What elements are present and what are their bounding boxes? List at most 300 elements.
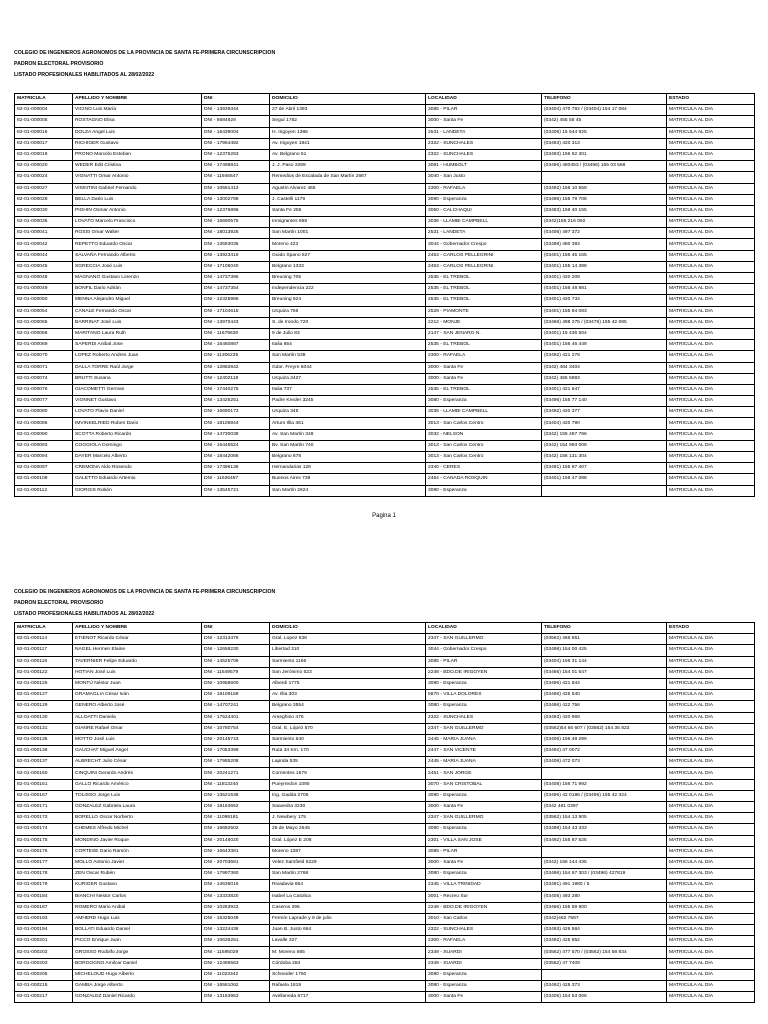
matricula-cell: 82-01-000177 bbox=[15, 857, 73, 868]
locality-cell: 3000 - Santa Fe bbox=[426, 362, 542, 373]
matricula-cell: 82-01-000167 bbox=[15, 790, 73, 801]
phone-cell: (03492) 425 852 bbox=[542, 936, 667, 947]
address-cell: Sarmiento 640 bbox=[270, 734, 426, 745]
phone-cell: (03493) 420 969 bbox=[542, 712, 667, 723]
table-row bbox=[15, 328, 755, 339]
status-cell: MATRICULA AL DIA bbox=[667, 746, 755, 757]
header-institution: COLEGIO DE INGENIEROS AGRONOMOS DE LA PROVINCIA DE SANTA FE-PRIMERA CIRCUNSCRIPCION bbox=[14, 589, 276, 595]
dni-cell: DNI - 20703681 bbox=[202, 857, 270, 868]
table-row bbox=[15, 149, 755, 160]
name-cell: MONTÚ Néstor Juan bbox=[73, 678, 202, 689]
address-cell: Seguí 1762 bbox=[270, 116, 426, 127]
status-cell: MATRICULA AL DIA bbox=[667, 701, 755, 712]
address-cell: Santa Fe 255 bbox=[270, 205, 426, 216]
phone-cell: (03401) 420 209 bbox=[542, 273, 667, 284]
matricula-cell: 82-01-000070 bbox=[15, 351, 73, 362]
header-listado: LISTADO PROFESIONALES HABILITADOS AL 28/02/2022 bbox=[14, 72, 155, 78]
locality-cell: 3080 - Esperanza bbox=[426, 396, 542, 407]
name-cell: GIANRE Rafael Omar bbox=[73, 723, 202, 734]
dni-cell: DNI - 12375263 bbox=[202, 149, 270, 160]
dni-cell: DNI - 17496138 bbox=[202, 463, 270, 474]
locality-cell: 2212 - MONJE bbox=[426, 317, 542, 328]
name-cell: TOLISSO Jorge Luis bbox=[73, 790, 202, 801]
dni-cell: DNI - 13333820 bbox=[202, 891, 270, 902]
address-cell: Córdoba 284 bbox=[270, 958, 426, 969]
locality-cell: 3050 - CALCHAQUI bbox=[426, 205, 542, 216]
dni-cell: DNI - 18442086 bbox=[202, 452, 270, 463]
status-cell: MATRICULA AL DIA bbox=[667, 634, 755, 645]
dni-cell: DNI - 20241271 bbox=[202, 768, 270, 779]
name-cell: LOVATO Flavio Daniel bbox=[73, 407, 202, 418]
dni-cell: DNI - 14730038 bbox=[202, 429, 270, 440]
phone-cell: (03562) 466 651 bbox=[542, 634, 667, 645]
table-row bbox=[15, 913, 755, 924]
dni-cell: DNI - 13521538 bbox=[202, 790, 270, 801]
dni-cell: DNI - 14707241 bbox=[202, 701, 270, 712]
column-header: LOCALIDAD bbox=[426, 623, 542, 634]
matricula-cell: 82-01-000131 bbox=[15, 723, 73, 734]
locality-cell: 3000 - Santa Fe bbox=[426, 992, 542, 1003]
address-cell: Laprida 535 bbox=[270, 757, 426, 768]
name-cell: VIGNATTI Omar Antonio bbox=[73, 172, 202, 183]
status-cell: MATRICULA AL DIA bbox=[667, 925, 755, 936]
address-cell: Velez Sarsfield 5229 bbox=[270, 857, 426, 868]
phone-cell: (03401) 421 647 bbox=[542, 384, 667, 395]
name-cell: REPETTO Eduardo Oscar bbox=[73, 239, 202, 250]
table-row bbox=[15, 127, 755, 138]
status-cell: MATRICULA AL DIA bbox=[667, 295, 755, 306]
address-cell: Italia 654 bbox=[270, 340, 426, 351]
locality-cell: 3070 - SAN CRISTOBAL bbox=[426, 779, 542, 790]
dni-cell: DNI - 16460887 bbox=[202, 340, 270, 351]
phone-cell: (03401) 420 734 bbox=[542, 295, 667, 306]
address-cell: Guido Spano 527 bbox=[270, 250, 426, 261]
status-cell: MATRICULA AL DIA bbox=[667, 205, 755, 216]
address-cell: J. Castelli 1179 bbox=[270, 194, 426, 205]
address-cell: Urquiza 345 bbox=[270, 407, 426, 418]
address-cell: Belgrano 3554 bbox=[270, 701, 426, 712]
dni-cell: DNI - 13970443 bbox=[202, 317, 270, 328]
table-row bbox=[15, 701, 755, 712]
matricula-cell: 82-01-000178 bbox=[15, 869, 73, 880]
name-cell: ZEN Oscar Rubén bbox=[73, 869, 202, 880]
matricula-cell: 82-01-000094 bbox=[15, 452, 73, 463]
dni-cell: DNI - 17440275 bbox=[202, 384, 270, 395]
dni-cell: DNI - 14737395 bbox=[202, 273, 270, 284]
matricula-cell: 82-01-000217 bbox=[15, 992, 73, 1003]
status-cell: MATRICULA AL DIA bbox=[667, 813, 755, 824]
table-row bbox=[15, 384, 755, 395]
dni-cell: DNI - 17997360 bbox=[202, 869, 270, 880]
name-cell: GENERO Alberto José bbox=[73, 701, 202, 712]
table-row bbox=[15, 813, 755, 824]
status-cell: MATRICULA AL DIA bbox=[667, 463, 755, 474]
address-cell: Remedios de Escalada de San Martín 2667 bbox=[270, 172, 426, 183]
name-cell: BIANCHI Nestor Carlos bbox=[73, 891, 202, 902]
locality-cell: 2147 - SAN JENARO N. bbox=[426, 328, 542, 339]
status-cell: MATRICULA AL DIA bbox=[667, 857, 755, 868]
table-header-row bbox=[15, 623, 755, 634]
phone-cell: (03401) 155 14 388 bbox=[542, 261, 667, 272]
phone-cell: (0342) 154 993 008 bbox=[542, 440, 667, 451]
status-cell: MATRICULA AL DIA bbox=[667, 373, 755, 384]
dni-cell: DNI - 10958600 bbox=[202, 678, 270, 689]
matricula-cell: 82-01-000125 bbox=[15, 678, 73, 689]
locality-cell: 2535 - EL TREBOL bbox=[426, 295, 542, 306]
address-cell: Av. Illia 303 bbox=[270, 690, 426, 701]
status-cell: MATRICULA AL DIA bbox=[667, 723, 755, 734]
locality-cell: 3013 - San Carlos Centro bbox=[426, 452, 542, 463]
table-row bbox=[15, 958, 755, 969]
table-row bbox=[15, 463, 755, 474]
status-cell: MATRICULA AL DIA bbox=[667, 239, 755, 250]
table-row bbox=[15, 161, 755, 172]
matricula-cell: 82-01-000044 bbox=[15, 250, 73, 261]
status-cell: MATRICULA AL DIA bbox=[667, 969, 755, 980]
table-row bbox=[15, 992, 755, 1003]
dni-cell: DNI - 10780754 bbox=[202, 723, 270, 734]
dni-cell: DNI - 18109159 bbox=[202, 690, 270, 701]
dni-cell: DNI - 14737354 bbox=[202, 284, 270, 295]
address-cell: Arturo Illia 361 bbox=[270, 418, 426, 429]
locality-cell: 2535 - EL TREBOL bbox=[426, 284, 542, 295]
header-padron: PADRON ELECTORAL PROVISORIO bbox=[14, 61, 104, 67]
name-cell: BELLA Dario Luis bbox=[73, 194, 202, 205]
locality-cell: 3040 - San Justo bbox=[426, 172, 542, 183]
table-row bbox=[15, 768, 755, 779]
table-row bbox=[15, 228, 755, 239]
phone-cell: (03493) 156 62 301 bbox=[542, 149, 667, 160]
dni-cell: DNI - 16561062 bbox=[202, 981, 270, 992]
address-cell: Buenos Aires 738 bbox=[270, 474, 426, 485]
name-cell: ROSTAGNO Elisa bbox=[73, 116, 202, 127]
column-header: DNI bbox=[202, 623, 270, 634]
address-cell: Urquiza 766 bbox=[270, 306, 426, 317]
name-cell: VISINTINI Gabriel Fernando bbox=[73, 183, 202, 194]
page-number: Pagina 1 bbox=[372, 513, 396, 519]
phone-cell: (03401) 155 94 083 bbox=[542, 306, 667, 317]
table-row bbox=[15, 306, 755, 317]
locality-cell: 2454 - CANADA ROSQUIN bbox=[426, 474, 542, 485]
matricula-cell: 82-01-000122 bbox=[15, 667, 73, 678]
table-row bbox=[15, 183, 755, 194]
address-cell: San Martín 1001 bbox=[270, 228, 426, 239]
table-row bbox=[15, 656, 755, 667]
phone-cell: (03496) 425 540 bbox=[542, 690, 667, 701]
phone-cell: (03405) 154 53 066 bbox=[542, 992, 667, 1003]
phone-cell: (03496) 155 77 140 bbox=[542, 396, 667, 407]
table-row bbox=[15, 779, 755, 790]
locality-cell: 2300 - RAFAELA bbox=[426, 183, 542, 194]
dni-cell: DNI - 12658230 bbox=[202, 645, 270, 656]
name-cell: WEDER Edit Cristina bbox=[73, 161, 202, 172]
status-cell: MATRICULA AL DIA bbox=[667, 667, 755, 678]
name-cell: COGGIOLA Domingo bbox=[73, 440, 202, 451]
status-cell: MATRICULA AL DIA bbox=[667, 138, 755, 149]
status-cell: MATRICULA AL DIA bbox=[667, 947, 755, 958]
phone-cell bbox=[542, 485, 667, 496]
matricula-cell: 82-01-000027 bbox=[15, 183, 73, 194]
address-cell: Juan B. Justo 664 bbox=[270, 925, 426, 936]
dni-cell: DNI - 11099181 bbox=[202, 813, 270, 824]
phone-cell: (03498) 480 393 bbox=[542, 239, 667, 250]
matricula-cell: 82-01-000171 bbox=[15, 802, 73, 813]
status-cell: MATRICULA AL DIA bbox=[667, 149, 755, 160]
status-cell: MATRICULA AL DIA bbox=[667, 407, 755, 418]
phone-cell: (03404) 420 790 bbox=[542, 418, 667, 429]
dni-cell: DNI - 13939344 bbox=[202, 105, 270, 116]
phone-cell: (03406) 472 073 bbox=[542, 757, 667, 768]
table-row bbox=[15, 645, 755, 656]
matricula-cell: 82-01-000005 bbox=[15, 116, 73, 127]
phone-cell: (03401) 156 47 088 bbox=[542, 474, 667, 485]
matricula-cell: 82-01-000069 bbox=[15, 340, 73, 351]
status-cell: MATRICULA AL DIA bbox=[667, 440, 755, 451]
dni-cell: DNI - 10263923 bbox=[202, 902, 270, 913]
dni-cell: DNI - 18106944 bbox=[202, 418, 270, 429]
dni-cell: DNI - 12313476 bbox=[202, 634, 270, 645]
address-cell: Inmigrantes 858 bbox=[270, 217, 426, 228]
phone-cell: (03496) 42 0186 / (03496) 155 42 324 bbox=[542, 790, 667, 801]
locality-cell: 3080 - Esperanza bbox=[426, 678, 542, 689]
name-cell: GONZALEZ Daniel Ricardo bbox=[73, 992, 202, 1003]
matricula-cell: 82-01-000077 bbox=[15, 396, 73, 407]
phone-cell: (03492) 420 377 bbox=[542, 407, 667, 418]
locality-cell: 2349 - SUARDI bbox=[426, 947, 542, 958]
address-cell: Saavedra 3230 bbox=[270, 802, 426, 813]
table-row bbox=[15, 194, 755, 205]
phone-cell bbox=[542, 846, 667, 857]
locality-cell: 2529 - PIAMONTE bbox=[426, 306, 542, 317]
status-cell: MATRICULA AL DIA bbox=[667, 645, 755, 656]
column-header: LOCALIDAD bbox=[426, 94, 542, 105]
status-cell: MATRICULA AL DIA bbox=[667, 902, 755, 913]
address-cell: San Martín 538 bbox=[270, 351, 426, 362]
locality-cell: 2445 - MARIA JUANA bbox=[426, 757, 542, 768]
address-cell: San Martín 2624 bbox=[270, 485, 426, 496]
dni-cell: DNI - 11595029 bbox=[202, 947, 270, 958]
address-cell: Av. Irigoyen 1841 bbox=[270, 138, 426, 149]
matricula-cell: 82-01-000017 bbox=[15, 138, 73, 149]
phone-cell bbox=[542, 969, 667, 980]
status-cell: MATRICULA AL DIA bbox=[667, 105, 755, 116]
phone-cell: (03404) 470 792 / (03404) 154 17 084 bbox=[542, 105, 667, 116]
status-cell: MATRICULA AL DIA bbox=[667, 678, 755, 689]
header-padron: PADRON ELECTORAL PROVISORIO bbox=[14, 600, 104, 606]
name-cell: PICCO Enrique Juan bbox=[73, 936, 202, 947]
locality-cell: 2347 - SAN GUILLERMO bbox=[426, 634, 542, 645]
address-cell: H. Irigoyen 1386 bbox=[270, 127, 426, 138]
matricula-cell: 82-01-000050 bbox=[15, 295, 73, 306]
matricula-cell: 82-01-000109 bbox=[15, 474, 73, 485]
status-cell: MATRICULA AL DIA bbox=[667, 958, 755, 969]
table-row bbox=[15, 824, 755, 835]
dni-cell: DNI - 11306235 bbox=[202, 351, 270, 362]
table-row bbox=[15, 138, 755, 149]
address-cell: Isabel La Catolica bbox=[270, 891, 426, 902]
table-row bbox=[15, 746, 755, 757]
dni-cell: DNI - 11549579 bbox=[202, 667, 270, 678]
matricula-cell: 82-01-000174 bbox=[15, 824, 73, 835]
locality-cell: 3080 - Esperanza bbox=[426, 981, 542, 992]
address-cell: Libertad 310 bbox=[270, 645, 426, 656]
dni-cell: DNI - 17524401 bbox=[202, 712, 270, 723]
table-row bbox=[15, 373, 755, 384]
status-cell: MATRICULA AL DIA bbox=[667, 418, 755, 429]
dni-cell: DNI - 16325049 bbox=[202, 913, 270, 924]
phone-cell: (0342) 155 487 796 bbox=[542, 429, 667, 440]
column-header: ESTADO bbox=[667, 94, 755, 105]
phone-cell: (03496) 480453 / (03496) 155 03 568 bbox=[542, 161, 667, 172]
phone-cell: (03491) 155 87 407 bbox=[542, 463, 667, 474]
name-cell: SCOTTA Roberto Ricardo bbox=[73, 429, 202, 440]
sheet-2 bbox=[14, 587, 754, 1003]
locality-cell: 2300 - RAFAELA bbox=[426, 936, 542, 947]
name-cell: LOVATO Marcelo Francisco bbox=[73, 217, 202, 228]
matricula-cell: 82-01-000048 bbox=[15, 273, 73, 284]
table-row bbox=[15, 116, 755, 127]
column-header: DOMICILIO bbox=[270, 94, 426, 105]
table-row bbox=[15, 891, 755, 902]
locality-cell: 3044 - Gobernador Crespo bbox=[426, 645, 542, 656]
table-row bbox=[15, 790, 755, 801]
name-cell: ETIENOT Ricardo César bbox=[73, 634, 202, 645]
table-row bbox=[15, 295, 755, 306]
dni-cell: DNI - 16690173 bbox=[202, 407, 270, 418]
locality-cell: 3000 - Santa Fe bbox=[426, 116, 542, 127]
locality-cell: 2535 - EL TREBOL bbox=[426, 340, 542, 351]
dni-cell: DNI - 17498841 bbox=[202, 161, 270, 172]
locality-cell: 3000 - Santa Fe bbox=[426, 373, 542, 384]
locality-cell: 2453 - CARLOS PELLEGRINI bbox=[426, 250, 542, 261]
status-cell: MATRICULA AL DIA bbox=[667, 656, 755, 667]
address-cell: Av. San Martín 348 bbox=[270, 429, 426, 440]
table-row bbox=[15, 261, 755, 272]
phone-cell: (03492) 155 87 525 bbox=[542, 835, 667, 846]
matricula-cell: 82-01-000065 bbox=[15, 317, 73, 328]
status-cell: MATRICULA AL DIA bbox=[667, 306, 755, 317]
status-cell: MATRICULA AL DIA bbox=[667, 351, 755, 362]
address-cell: Italia 737 bbox=[270, 384, 426, 395]
dni-cell: DNI - 11023342 bbox=[202, 969, 270, 980]
table-row bbox=[15, 105, 755, 116]
dni-cell: DNI - 13224436 bbox=[202, 925, 270, 936]
status-cell: MATRICULA AL DIA bbox=[667, 757, 755, 768]
locality-cell: 2447 - SAN VICENTE bbox=[426, 746, 542, 757]
locality-cell: 3081 - HUMBOLT bbox=[426, 161, 542, 172]
status-cell: MATRICULA AL DIA bbox=[667, 127, 755, 138]
address-cell: Agustín Alvarez 465 bbox=[270, 183, 426, 194]
phone-cell: (03562) 477 570 / (03562) 154 58 834 bbox=[542, 947, 667, 958]
matricula-cell: 82-01-000024 bbox=[15, 172, 73, 183]
locality-cell: 2349 - SUARDI bbox=[426, 958, 542, 969]
status-cell: MATRICULA AL DIA bbox=[667, 183, 755, 194]
matricula-cell: 82-01-000035 bbox=[15, 217, 73, 228]
dni-cell: DNI - 13545721 bbox=[202, 485, 270, 496]
matricula-cell: 82-01-000090 bbox=[15, 429, 73, 440]
status-cell: MATRICULA AL DIA bbox=[667, 790, 755, 801]
status-cell: MATRICULA AL DIA bbox=[667, 936, 755, 947]
name-cell: BORELLO Oscar Norberto bbox=[73, 813, 202, 824]
matricula-cell: 82-01-000074 bbox=[15, 373, 73, 384]
status-cell: MATRICULA AL DIA bbox=[667, 992, 755, 1003]
table-row bbox=[15, 239, 755, 250]
address-cell: Independencia 222 bbox=[270, 284, 426, 295]
matricula-cell: 82-01-000097 bbox=[15, 463, 73, 474]
status-cell: MATRICULA AL DIA bbox=[667, 384, 755, 395]
locality-cell: 3010 - San Carlos bbox=[426, 913, 542, 924]
address-cell: Gdor. Freyre 6044 bbox=[270, 362, 426, 373]
column-header: DNI bbox=[202, 94, 270, 105]
phone-cell: (03496) 155 79 708 bbox=[542, 194, 667, 205]
name-cell: TAVERNIER Felipe Eduardo bbox=[73, 656, 202, 667]
locality-cell: 3080 - Esperanza bbox=[426, 869, 542, 880]
name-cell: BONFIL Dario Adrián bbox=[73, 284, 202, 295]
address-cell: Moreno 1387 bbox=[270, 846, 426, 857]
status-cell: MATRICULA AL DIA bbox=[667, 835, 755, 846]
locality-cell: 2322 - SUNCHALES bbox=[426, 925, 542, 936]
locality-cell: 3001 - Recreo Sur bbox=[426, 891, 542, 902]
address-cell: Pueyrredon 1090 bbox=[270, 779, 426, 790]
table-row bbox=[15, 205, 755, 216]
locality-cell: 3036 - LLAMBI CAMPBELL bbox=[426, 217, 542, 228]
table-row bbox=[15, 317, 755, 328]
name-cell: IMVINKELRIED Ruben Dario bbox=[73, 418, 202, 429]
address-cell: Av. Belgrano 51 bbox=[270, 149, 426, 160]
address-cell: Hernandarias 126 bbox=[270, 463, 426, 474]
name-cell: BRUTTI Susana bbox=[73, 373, 202, 384]
address-cell: M. Moreno 665 bbox=[270, 947, 426, 958]
status-cell: MATRICULA AL DIA bbox=[667, 913, 755, 924]
name-cell: CINQUINI Gerardo Andrés bbox=[73, 768, 202, 779]
matricula-cell: 82-01-000205 bbox=[15, 969, 73, 980]
phone-cell: (03401) 156 46 449 bbox=[542, 340, 667, 351]
locality-cell: 2451 - SAN JORGE bbox=[426, 768, 542, 779]
phone-cell: (03404) 156 31 144 bbox=[542, 656, 667, 667]
locality-cell: 3080 - Esperanza bbox=[426, 824, 542, 835]
table-row bbox=[15, 474, 755, 485]
status-cell: MATRICULA AL DIA bbox=[667, 261, 755, 272]
locality-cell: 3080 - Esperanza bbox=[426, 194, 542, 205]
phone-cell: (03492) 156 10 559 bbox=[542, 183, 667, 194]
name-cell: GAMBA Jorge Alberto bbox=[73, 981, 202, 992]
locality-cell: 3080 - Esperanza bbox=[426, 790, 542, 801]
table-row bbox=[15, 362, 755, 373]
name-cell: CHEMES Alfredo Michel bbox=[73, 824, 202, 835]
matricula-cell: 82-01-000030 bbox=[15, 205, 73, 216]
dni-cell: DNI - 12402118 bbox=[202, 373, 270, 384]
locality-cell: 3085 - PILAR bbox=[426, 656, 542, 667]
phone-cell: (0342) 455 5893 bbox=[542, 373, 667, 384]
dni-cell: DNI - 18163652 bbox=[202, 802, 270, 813]
table-row bbox=[15, 407, 755, 418]
name-cell: BOLLATI Eduardo Daniel bbox=[73, 925, 202, 936]
dni-cell: DNI - 17985208 bbox=[202, 757, 270, 768]
name-cell: CORTESE Dario Ramón bbox=[73, 846, 202, 857]
address-cell: Avellaneda 6717 bbox=[270, 992, 426, 1003]
locality-cell: 2535 - EL TREBOL bbox=[426, 384, 542, 395]
address-cell: Belgrano 1333 bbox=[270, 261, 426, 272]
address-cell: Rafaela 1819 bbox=[270, 981, 426, 992]
phone-cell: (03406) 15 644 925 bbox=[542, 127, 667, 138]
registry-table bbox=[14, 93, 755, 497]
phone-cell: (03492) 425 373 bbox=[542, 981, 667, 992]
phone-cell: (03466) 155 59 900 bbox=[542, 902, 667, 913]
status-cell: MATRICULA AL DIA bbox=[667, 273, 755, 284]
dni-cell: DNI - 20145743 bbox=[202, 734, 270, 745]
name-cell: KURIGER Gustavo bbox=[73, 880, 202, 891]
dni-cell: DNI - 18013925 bbox=[202, 228, 270, 239]
